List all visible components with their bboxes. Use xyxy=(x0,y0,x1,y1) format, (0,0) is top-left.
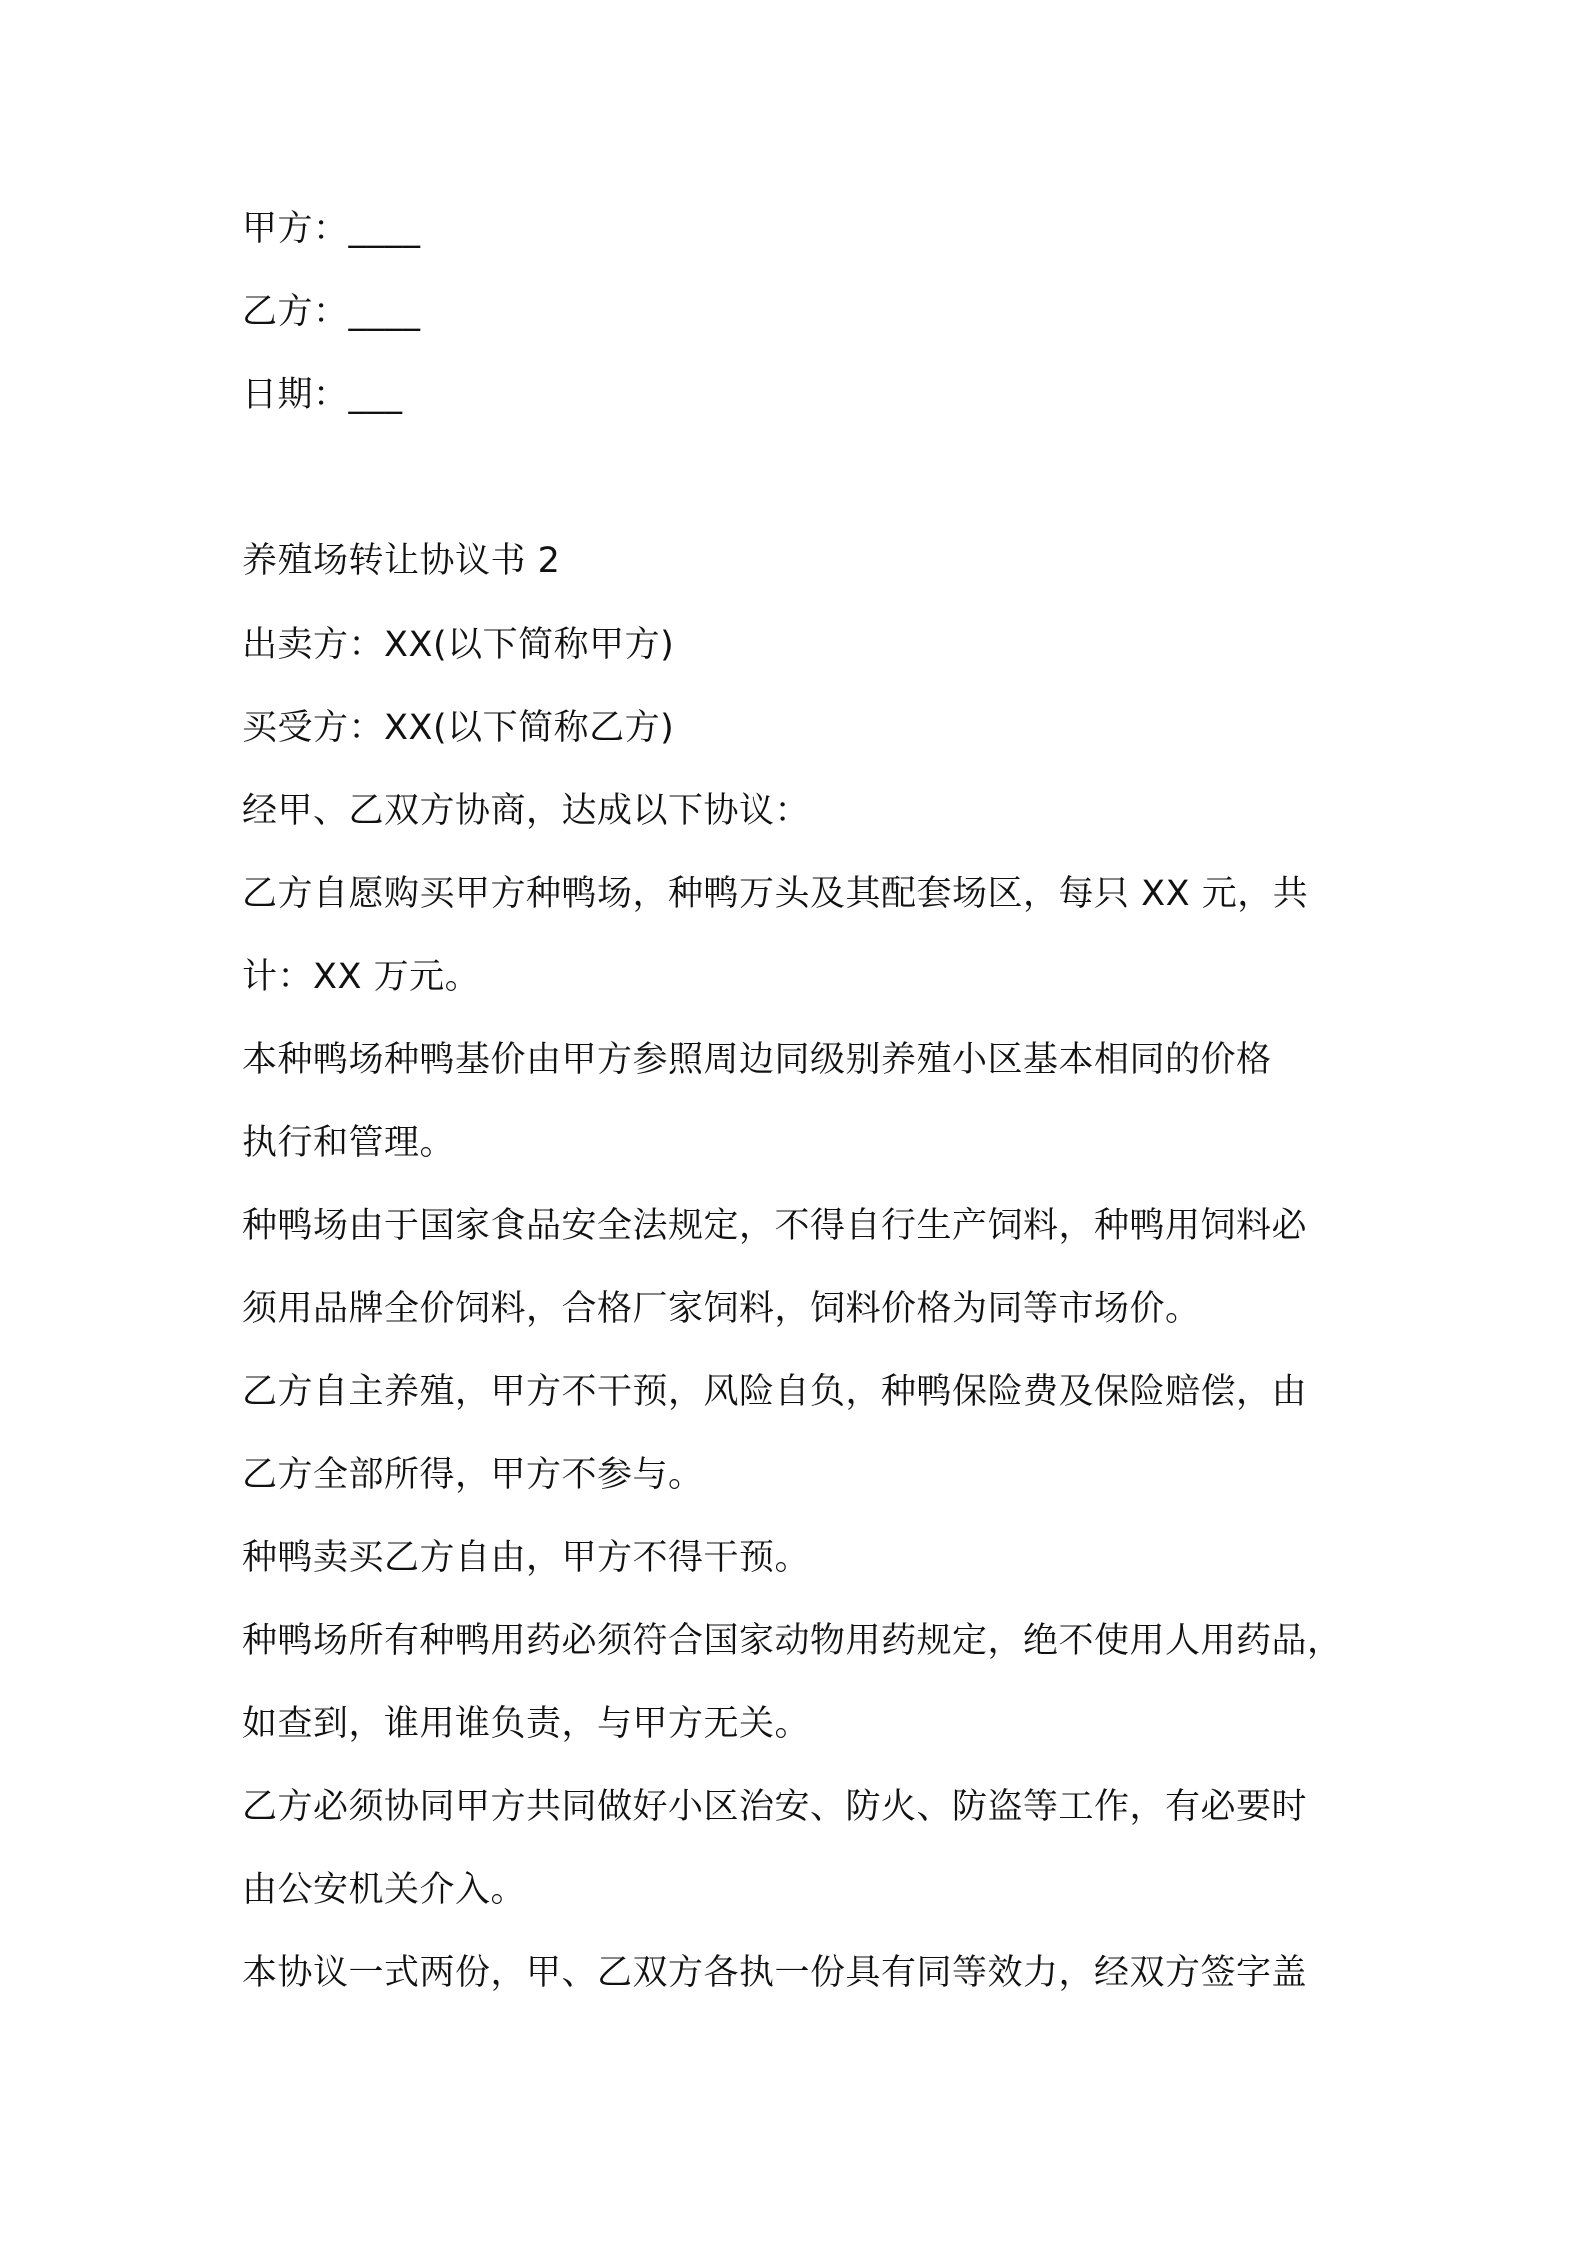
paragraph-line: 计：XX 万元。 xyxy=(242,957,481,997)
paragraph-line: 由公安机关介入。 xyxy=(242,1870,527,1910)
paragraph-line: 执行和管理。 xyxy=(242,1123,456,1163)
paragraph-line: 种鸭卖买乙方自由，甲方不得干预。 xyxy=(242,1538,811,1578)
paragraph-line: 种鸭场所有种鸭用药必须符合国家动物用药规定，绝不使用人用药品， xyxy=(242,1621,1343,1661)
paragraph-line: 本协议一式两份，甲、乙双方各执一份具有同等效力，经双方签字盖 xyxy=(242,1953,1308,1993)
party-a-signature-line: 甲方：____ xyxy=(242,209,421,249)
intro-line: 经甲、乙双方协商，达成以下协议： xyxy=(242,791,811,831)
date-line: 日期：___ xyxy=(242,375,403,415)
paragraph-line: 乙方必须协同甲方共同做好小区治安、防火、防盗等工作，有必要时 xyxy=(242,1787,1308,1827)
party-b-signature-line: 乙方：____ xyxy=(242,292,421,332)
paragraph-line: 须用品牌全价饲料，合格厂家饲料，饲料价格为同等市场价。 xyxy=(242,1289,1201,1329)
paragraph-line: 乙方全部所得，甲方不参与。 xyxy=(242,1455,704,1495)
seller-line: 出卖方：XX(以下简称甲方) xyxy=(242,625,675,665)
buyer-line: 买受方：XX(以下简称乙方) xyxy=(242,708,675,748)
paragraph-line: 本种鸭场种鸭基价由甲方参照周边同级别养殖小区基本相同的价格 xyxy=(242,1040,1272,1080)
document-title: 养殖场转让协议书 2 xyxy=(242,541,561,581)
paragraph-line: 乙方自主养殖，甲方不干预，风险自负，种鸭保险费及保险赔偿，由 xyxy=(242,1372,1308,1412)
paragraph-line: 乙方自愿购买甲方种鸭场，种鸭万头及其配套场区，每只 XX 元，共 xyxy=(242,874,1309,914)
paragraph-line: 如查到，谁用谁负责，与甲方无关。 xyxy=(242,1704,811,1744)
paragraph-line: 种鸭场由于国家食品安全法规定，不得自行生产饲料，种鸭用饲料必 xyxy=(242,1206,1308,1246)
